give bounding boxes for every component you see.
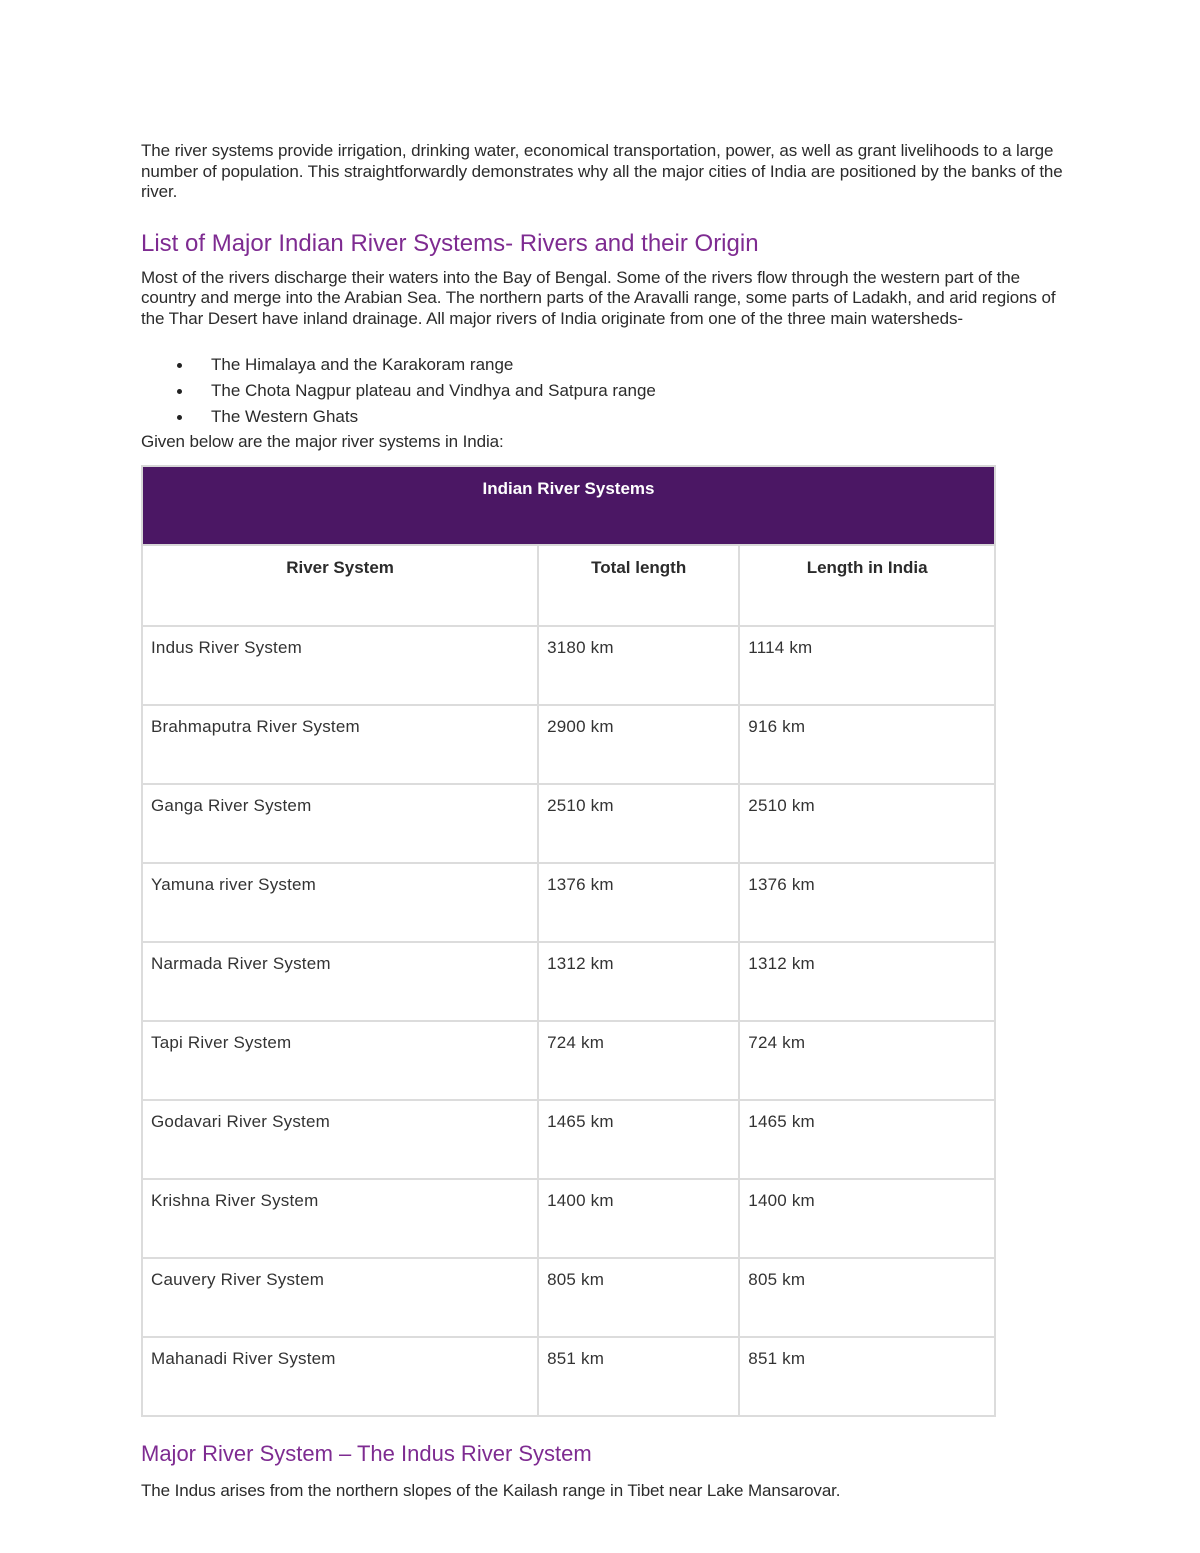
bullet-icon xyxy=(177,415,182,420)
intro-paragraph: The river systems provide irrigation, drinking water, economical transportation, power, as well as grant livelihoods to a large number of population. This straightforwardly demonstrates why all the major cities of India are positioned by the banks of the river. xyxy=(141,141,1063,201)
total-length-cell: 1400 km xyxy=(538,1179,739,1258)
india-length-cell: 1400 km xyxy=(739,1179,995,1258)
river-name-cell: Krishna River System xyxy=(142,1179,538,1258)
table-caption: Indian River Systems xyxy=(142,466,995,545)
india-length-cell: 724 km xyxy=(739,1021,995,1100)
total-length-cell: 1312 km xyxy=(538,942,739,1021)
bullet-icon xyxy=(177,363,182,368)
river-name-cell: Indus River System xyxy=(142,626,538,705)
river-name-cell: Tapi River System xyxy=(142,1021,538,1100)
table-row xyxy=(142,1258,995,1337)
column-header-river-system: River System xyxy=(142,545,538,626)
india-length-cell: 916 km xyxy=(739,705,995,784)
india-length-cell: 1465 km xyxy=(739,1100,995,1179)
river-systems-table xyxy=(141,465,996,1417)
indus-paragraph: The Indus arises from the northern slopes of the Kailash range in Tibet near Lake Mansarovar. xyxy=(141,1480,841,1500)
india-length-cell: 851 km xyxy=(739,1337,995,1416)
list-item: The Western Ghats xyxy=(141,404,1066,430)
total-length-cell: 2900 km xyxy=(538,705,739,784)
river-name-cell: Ganga River System xyxy=(142,784,538,863)
total-length-cell: 1465 km xyxy=(538,1100,739,1179)
total-length-cell: 851 km xyxy=(538,1337,739,1416)
section-heading-river-systems: List of Major Indian River Systems- Rivers and their Origin xyxy=(141,229,759,257)
river-name-cell: Yamuna river System xyxy=(142,863,538,942)
table-row xyxy=(142,1179,995,1258)
india-length-cell: 1376 km xyxy=(739,863,995,942)
table-row xyxy=(142,863,995,942)
river-name-cell: Mahanadi River System xyxy=(142,1337,538,1416)
table-row xyxy=(142,784,995,863)
river-name-cell: Narmada River System xyxy=(142,942,538,1021)
india-length-cell: 805 km xyxy=(739,1258,995,1337)
table-row xyxy=(142,1100,995,1179)
total-length-cell: 1376 km xyxy=(538,863,739,942)
river-name-cell: Godavari River System xyxy=(142,1100,538,1179)
table-row xyxy=(142,942,995,1021)
column-header-total-length: Total length xyxy=(538,545,739,626)
table-row xyxy=(142,626,995,705)
document-page xyxy=(141,141,1066,1501)
watersheds-list xyxy=(141,352,1066,430)
india-length-cell: 1312 km xyxy=(739,942,995,1021)
table-row xyxy=(142,1021,995,1100)
bullet-icon xyxy=(177,389,182,394)
total-length-cell: 805 km xyxy=(538,1258,739,1337)
table-lead-in: Given below are the major river systems in India: xyxy=(141,432,504,451)
total-length-cell: 3180 km xyxy=(538,626,739,705)
list-item: The Chota Nagpur plateau and Vindhya and Satpura range xyxy=(141,378,1066,404)
table-row xyxy=(142,705,995,784)
section-heading-indus: Major River System – The Indus River System xyxy=(141,1440,592,1466)
total-length-cell: 724 km xyxy=(538,1021,739,1100)
total-length-cell: 2510 km xyxy=(538,784,739,863)
table-row xyxy=(142,1337,995,1416)
river-name-cell: Cauvery River System xyxy=(142,1258,538,1337)
india-length-cell: 1114 km xyxy=(739,626,995,705)
list-item: The Himalaya and the Karakoram range xyxy=(141,352,1066,378)
river-name-cell: Brahmaputra River System xyxy=(142,705,538,784)
column-header-length-in-india: Length in India xyxy=(739,545,995,626)
watersheds-paragraph: Most of the rivers discharge their waters into the Bay of Bengal. Some of the rivers flow through the western part of the country and merge into the Arabian Sea. The northern parts of the Aravalli range, some parts of Ladakh, and arid regions of the Thar Desert have inland drainage. All major rivers of India originate from one of the three main watersheds- xyxy=(141,267,1056,328)
india-length-cell: 2510 km xyxy=(739,784,995,863)
